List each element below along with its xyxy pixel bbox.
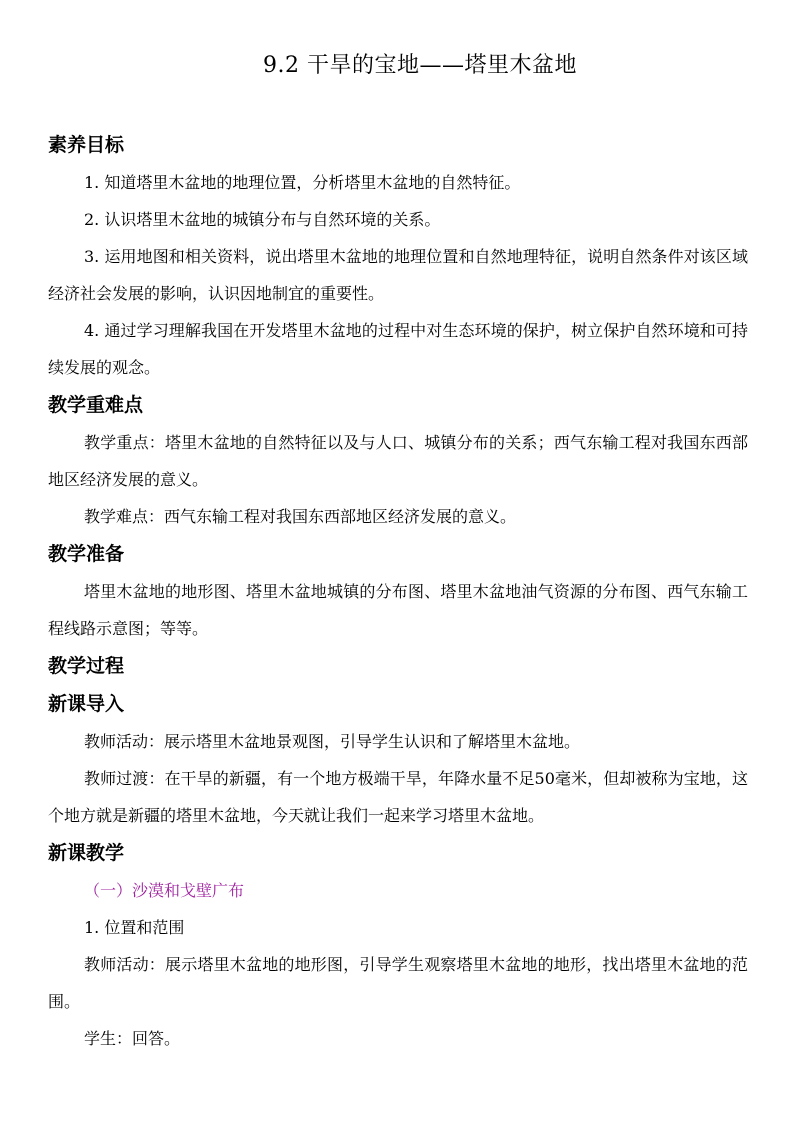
goal-item-1: 1. 知道塔里木盆地的地理位置，分析塔里木盆地的自然特征。 [84,173,521,192]
goal-item-3: 3. 运用地图和相关资料，说出塔里木盆地的地理位置和自然地理特征，说明自然条件对该区域经济社会发展的影响，认识因地制宜的重要性。 [48,247,748,303]
student-answer: 学生：回答。 [84,1029,181,1048]
goal-item-4: 4. 通过学习理解我国在开发塔里木盆地的过程中对生态环境的保护，树立保护自然环境和可持续发展的观念。 [48,321,748,377]
goal-item-2: 2. 认识塔里木盆地的城镇分布与自然环境的关系。 [84,210,441,229]
heading-goals: 素养目标 [48,134,125,156]
intro-activity: 教师活动：展示塔里木盆地景观图，引导学生认识和了解塔里木盆地。 [84,732,581,751]
document-body [48,126,748,1057]
key-point-text: 教学重点：塔里木盆地的自然特征以及与人口、城镇分布的关系；西气东输工程对我国东西部地区经济发展的意义。 [48,433,748,489]
preparation-text: 塔里木盆地的地形图、塔里木盆地城镇的分布图、塔里木盆地油气资源的分布图、西气东输工程线路示意图；等等。 [48,582,748,638]
heading-process: 教学过程 [48,655,125,677]
subheading-desert-gobi: （一）沙漠和戈壁广布 [84,881,245,900]
difficult-point-text: 教学难点：西气东输工程对我国东西部地区经济发展的意义。 [84,507,517,526]
heading-preparation: 教学准备 [48,543,125,565]
teaching-activity: 教师活动：展示塔里木盆地的地形图，引导学生观察塔里木盆地的地形，找出塔里木盆地的范围。 [48,955,748,1011]
heading-key-points: 教学重难点 [48,394,144,416]
heading-teaching: 新课教学 [48,842,125,864]
document-title: 9.2 干旱的宝地——塔里木盆地 [263,53,577,78]
heading-intro: 新课导入 [48,693,125,715]
intro-transition: 教师过渡：在干旱的新疆，有一个地方极端干旱，年降水量不足50毫米，但却被称为宝地，这个地方就是新疆的塔里木盆地，今天就让我们一起来学习塔里木盆地。 [48,769,748,825]
point-location-range: 1. 位置和范围 [84,918,185,937]
